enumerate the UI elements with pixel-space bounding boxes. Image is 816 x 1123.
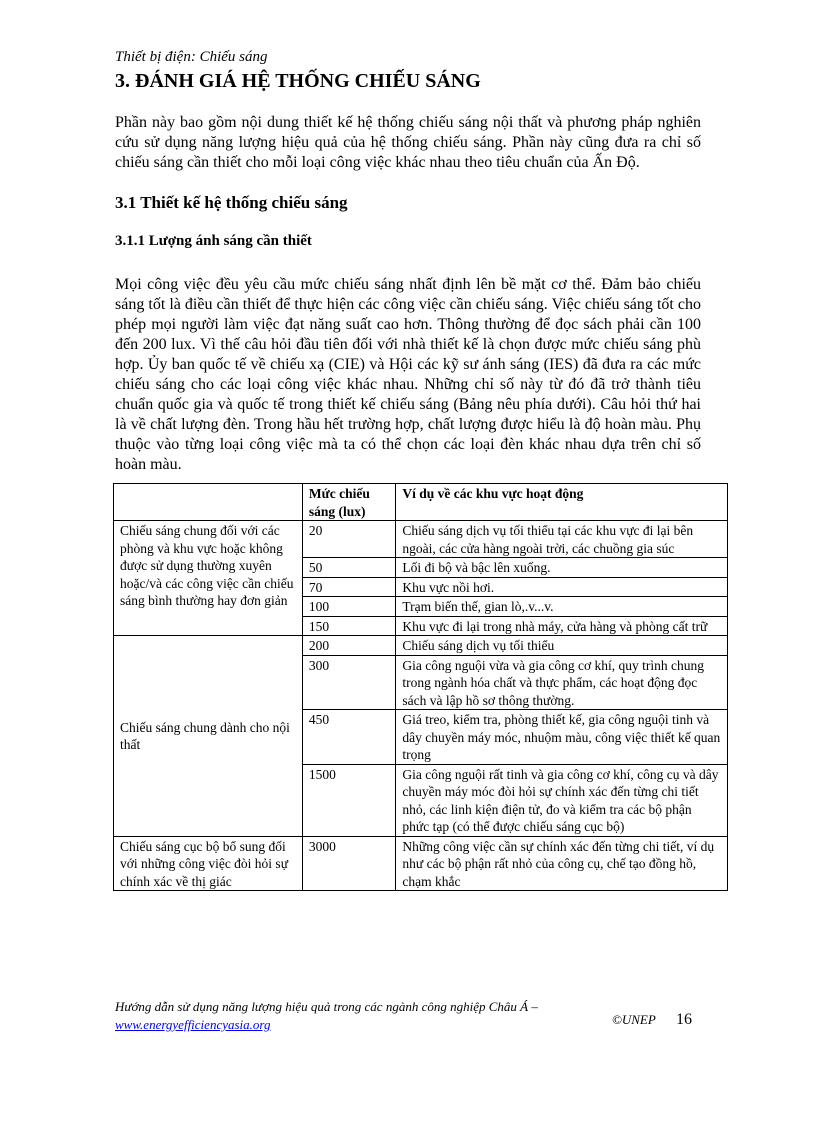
- table-header-lux: Mức chiếu sáng (lux): [302, 484, 395, 521]
- example-cell: Chiếu sáng dịch vụ tối thiểu tại các khu vực đi lại bên ngoài, các cửa hàng ngoài trời, các chuồng gia súc: [396, 521, 728, 558]
- lux-cell: 50: [302, 558, 395, 578]
- lux-cell: 200: [302, 636, 395, 656]
- copyright: ©UNEP: [612, 1012, 656, 1027]
- footer-link[interactable]: www.energyefficiencyasia.org: [115, 1017, 271, 1032]
- body-paragraph: Mọi công việc đều yêu cầu mức chiếu sáng nhất định lên bề mặt cơ thể. Đảm bảo chiếu sáng tốt là điều cần thiết để thực hiện các công việc cần chiếu sáng. Việc chiếu sáng tốt cho phép mọi người làm việc đạt năng suất cao hơn. Thông thường để đọc sách phải cần 100 đến 200 lux. Vì thế câu hỏi đầu tiên đối với nhà thiết kế là chọn được mức chiếu sáng phù hợp. Ủy ban quốc tế về chiếu xạ (CIE) và Hội các kỹ sư ánh sáng (IES) đã đưa ra các mức chiếu sáng cho các loại công việc khác nhau. Những chỉ số này từ đó đã trở thành tiêu chuẩn quốc gia và quốc tế trong thiết kế chiếu sáng (Bảng nêu phía dưới). Câu hỏi thứ hai là về chất lượng đèn. Trong hầu hết trường hợp, chất lượng được hiểu là độ hoàn màu. Phụ thuộc vào từng loại công việc mà ta có thể chọn các loại đèn khác nhau dựa trên chỉ số hoàn màu.: [115, 276, 701, 473]
- category-cell: Chiếu sáng cục bộ bổ sung đối với những công việc đòi hỏi sự chính xác về thị giác: [114, 836, 303, 891]
- category-cell: Chiếu sáng chung đối với các phòng và khu vực hoặc không được sử dụng thường xuyên hoặc/và các công việc cần chiếu sáng bình thường hay đơn giản: [114, 521, 303, 636]
- table-header-examples: Ví dụ về các khu vực hoạt động: [396, 484, 728, 521]
- chapter-title: 3. ĐÁNH GIÁ HỆ THỐNG CHIẾU SÁNG: [115, 70, 481, 92]
- page-number: 16: [676, 1011, 692, 1028]
- example-cell: Trạm biến thế, gian lò,.v...v.: [396, 597, 728, 617]
- example-cell: Lối đi bộ và bậc lên xuống.: [396, 558, 728, 578]
- lux-cell: 20: [302, 521, 395, 558]
- lux-cell: 300: [302, 655, 395, 710]
- lux-cell: 1500: [302, 764, 395, 836]
- table-row: [114, 636, 728, 656]
- subsection-heading: 3.1.1 Lượng ánh sáng cần thiết: [115, 233, 312, 249]
- category-cell: Chiếu sáng chung dành cho nội thất: [114, 636, 303, 837]
- table-row: [114, 521, 728, 558]
- lux-cell: 150: [302, 616, 395, 636]
- example-cell: Chiếu sáng dịch vụ tối thiểu: [396, 636, 728, 656]
- running-header: Thiết bị điện: Chiếu sáng: [115, 49, 268, 65]
- illuminance-table: [113, 483, 728, 891]
- footer-text: Hướng dẫn sử dụng năng lượng hiệu quả trong các ngành công nghiệp Châu Á –: [115, 999, 538, 1014]
- example-cell: Khu vực nồi hơi.: [396, 577, 728, 597]
- lux-cell: 70: [302, 577, 395, 597]
- table-header-row: [114, 484, 728, 521]
- lux-cell: 3000: [302, 836, 395, 891]
- footer: [115, 998, 538, 1034]
- example-cell: Những công việc cần sự chính xác đến từng chi tiết, ví dụ như các bộ phận rất nhỏ của công cụ, chế tạo đồng hồ, chạm khắc: [396, 836, 728, 891]
- lux-cell: 450: [302, 710, 395, 765]
- intro-paragraph: Phần này bao gồm nội dung thiết kế hệ thống chiếu sáng nội thất và phương pháp nghiên cứu sử dụng năng lượng hiệu quả của hệ thống chiếu sáng. Phần này cũng đưa ra chỉ số chiếu sáng cần thiết cho mỗi loại công việc khác nhau theo tiêu chuẩn của Ấn Độ.: [115, 114, 701, 171]
- example-cell: Khu vực đi lại trong nhà máy, cửa hàng và phòng cất trữ: [396, 616, 728, 636]
- example-cell: Gia công nguội rất tinh và gia công cơ khí, công cụ và dây chuyền máy móc đòi hỏi sự chính xác đến từng chi tiết nhỏ, các linh kiện điện tử, đo và kiểm tra các bộ phận phức tạp (có thể được chiếu sáng cục bộ): [396, 764, 728, 836]
- lux-cell: 100: [302, 597, 395, 617]
- section-heading: 3.1 Thiết kế hệ thống chiếu sáng: [115, 193, 348, 212]
- example-cell: Gia công nguội vừa và gia công cơ khí, quy trình chung trong ngành hóa chất và thực phẩm, các hoạt động đọc sách và lập hồ sơ thông thường.: [396, 655, 728, 710]
- table-header-category: [114, 484, 303, 521]
- example-cell: Giá treo, kiểm tra, phòng thiết kế, gia công nguội tinh và dây chuyền máy móc, nhuộm màu, công việc thiết kế quan trọng: [396, 710, 728, 765]
- table-row: [114, 836, 728, 891]
